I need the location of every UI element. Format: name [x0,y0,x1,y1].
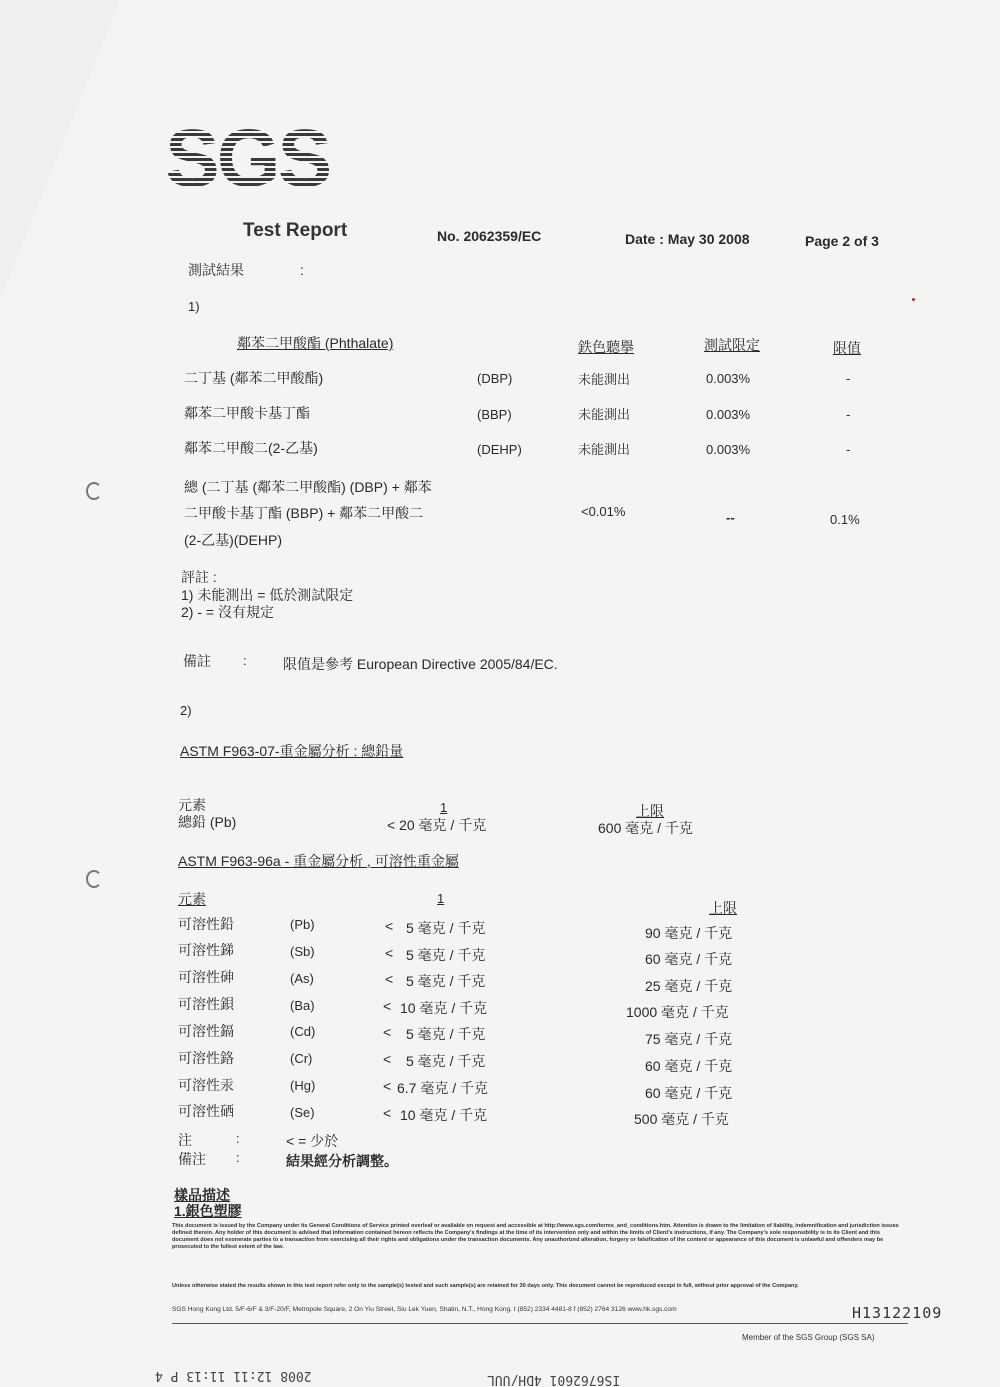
soluble-row-lt: < [383,998,392,1014]
sum-rl: -- [726,510,735,525]
soluble-row-limit: 1000 毫克 / 千克 [626,1004,729,1020]
soluble-row-lt: < [383,1051,392,1067]
section1-number: 1) [188,299,200,314]
footer-rule [172,1323,908,1324]
soluble-row-value: 10 毫克 / 千克 [400,1000,488,1016]
soluble-row-value: 5 毫克 / 千克 [406,920,486,936]
note-label: 注 [178,1132,192,1148]
soluble-row-symbol: (Cr) [290,1051,313,1066]
soluble-row-limit: 60 毫克 / 千克 [645,1058,733,1074]
soluble-row-name: 可溶性汞 [178,1077,234,1093]
soluble-row-value: 5 毫克 / 千克 [406,1053,486,1069]
soluble-row-symbol: (Hg) [290,1078,316,1093]
red-mark [912,298,915,301]
phthalate-row-limit: - [846,371,851,386]
report-date: Date : May 30 2008 [625,231,750,247]
sgs-logo: SGS [165,113,330,204]
remark-label: 備註 [183,653,211,669]
phthalate-row-rl: 0.003% [706,442,751,457]
note-text: < = 少於 [286,1133,339,1149]
soluble-row-symbol: (Cd) [290,1024,316,1039]
soluble-col-limit: 上限 [709,900,737,916]
soluble-row-lt: < [383,1105,392,1121]
soluble-row-limit: 90 毫克 / 千克 [645,925,733,941]
phthalate-row-name: 二丁基 (鄰苯二甲酸酯) [184,370,324,386]
soluble-row-lt: < [383,1024,392,1040]
phthalate-row-result: 未能測出 [578,407,631,422]
remark2-text: 結果經分析調整。 [286,1153,398,1169]
remark-colon: : [243,653,247,668]
phthalate-row-result: 未能測出 [578,442,631,457]
soluble-row-limit: 75 毫克 / 千克 [645,1031,733,1047]
soluble-title: ASTM F963-96a - 重金屬分析 , 可溶性重金屬 [178,853,459,869]
phthalate-row-code: (DEHP) [477,442,522,457]
member-line: Member of the SGS Group (SGS SA) [742,1333,875,1342]
soluble-row-symbol: (Se) [290,1105,315,1120]
soluble-row-lt: < [383,1078,392,1094]
soluble-row-name: 可溶性硒 [178,1103,234,1119]
note-colon: : [236,1131,240,1146]
punch-hole-mark [86,870,102,888]
results-colon: : [300,262,304,278]
results-label: 測試結果 [188,262,244,278]
soluble-row-lt: < [385,918,394,934]
retention-paragraph: Unless otherwise stated the results shown in this test report refer only to the sample(s) tested and such sample(s) are retained for 30 days only. This document cannot be reproduced except in full, without prior approval of the Company. [172,1283,799,1289]
sum-limit: 0.1% [830,512,860,527]
phthalate-row-rl: 0.003% [706,407,751,422]
notes-label: 評註 : [181,569,217,585]
report-number: No. 2062359/EC [437,228,542,244]
remark-text: 限值是參考 European Directive 2005/84/EC. [283,656,558,672]
lead-col-element: 元素 [178,797,206,813]
phthalate-table-title: 鄰苯二甲酸酯 (Phthalate) [237,335,394,351]
sample-label: 樣品描述 [174,1187,230,1203]
soluble-row-symbol: (Pb) [290,917,315,932]
phthalate-row-limit: - [846,407,851,422]
phthalate-row-result: 未能測出 [578,372,631,387]
report-title: Test Report [243,220,348,241]
soluble-row-symbol: (As) [290,971,314,986]
soluble-row-value: 5 毫克 / 千克 [406,947,486,963]
soluble-row-symbol: (Sb) [290,944,315,959]
punch-hole-mark [86,482,102,500]
soluble-row-lt: < [385,971,394,987]
soluble-col-element: 元素 [178,891,206,907]
sum-line-2: 二甲酸卡基丁酯 (BBP) + 鄰苯二甲酸二 [184,505,424,521]
soluble-row-name: 可溶性砷 [178,969,234,985]
phthalate-row-name: 鄰苯二甲酸卡基丁酯 [184,405,310,421]
phthalate-row-name: 鄰苯二甲酸二(2-乙基) [184,440,318,456]
soluble-row-symbol: (Ba) [290,998,315,1013]
soluble-row-name: 可溶性鋇 [178,996,234,1012]
lead-row-limit: 600 毫克 / 千克 [598,820,693,836]
soluble-row-name: 可溶性銻 [178,942,234,958]
soluble-row-limit: 60 毫克 / 千克 [645,951,733,967]
lead-col-1: 1 [440,800,448,815]
phthalate-row-limit: - [846,442,851,457]
fax-stamp-right: IS6762601 4DH/UUL [487,1372,621,1387]
soluble-row-value: 5 毫克 / 千克 [406,1026,486,1042]
soluble-row-limit: 25 毫克 / 千克 [645,978,733,994]
lead-row-value: < 20 毫克 / 千克 [387,817,487,833]
phthalate-row-rl: 0.003% [706,371,751,386]
terms-paragraph: This document is issued by the Company under its General Conditions of Service printed overleaf or available on request and accessible at http://www.sgs.com/terms_and_conditions.htm. Attention is drawn to the limitation of liability, indemnification and jurisdiction issues defined therein. Any holder of this document is advised that information contained hereon reflects the Company's findings at the time of its intervention only and within the limits of Client's instructions, if any. The Company's sole responsibility is to its Client and this document does not exonerate parties to a transaction from exercising all their rights and obligations under the transaction documents. Any unauthorized alteration, forgery or falsification of the content or appearance of this document is unlawful and offenders may be prosecuted to the fullest extent of the law. [172,1223,899,1250]
fax-stamp-left: 2008 12:11 11:13 P 4 [155,1368,312,1383]
soluble-row-lt: < [385,945,394,961]
phthalate-row-code: (DBP) [477,371,513,386]
page-number: Page 2 of 3 [805,233,879,249]
sum-result: <0.01% [581,504,626,519]
note-2: 2) - = 沒有規定 [181,604,274,620]
col-result: 鉄色聽擧 [578,339,634,355]
phthalate-row-code: (BBP) [477,407,512,422]
lead-title: ASTM F963-07-重金屬分析 : 總鉛量 [180,743,404,759]
section2-number: 2) [180,703,192,718]
sample-item: 1.銀色塑膠 [174,1203,242,1219]
col-limit: 限值 [833,340,861,356]
soluble-row-name: 可溶性鉻 [178,1050,234,1066]
remark2-colon: : [236,1150,240,1165]
footer-address: SGS Hong Kong Ltd. 5/F-6/F & 3/F-20/F, Metropole Square, 2 On Yiu Street, Siu Lek Yuen, Shatin, N.T., Hong Kong. t (852) 2334 4481-8 f (852) 2764 3126 www.hk.sgs.com [172,1306,677,1313]
folded-corner [0,0,120,300]
soluble-row-value: 6.7 毫克 / 千克 [397,1080,489,1096]
lead-row-name: 總鉛 (Pb) [178,814,237,830]
soluble-col-1: 1 [437,891,445,906]
sum-line-1: 總 (二丁基 (鄰苯二甲酸酯) (DBP) + 鄰苯 [184,479,432,495]
note-1: 1) 未能測出 = 低於測試限定 [181,587,354,603]
soluble-row-value: 10 毫克 / 千克 [400,1107,488,1123]
remark2-label: 備注 [178,1151,206,1167]
soluble-row-name: 可溶性鎘 [178,1023,234,1039]
soluble-row-name: 可溶性鉛 [178,916,234,932]
soluble-row-limit: 500 毫克 / 千克 [634,1111,729,1127]
soluble-row-value: 5 毫克 / 千克 [406,973,486,989]
lead-col-limit: 上限 [636,803,664,819]
col-reporting-limit: 測試限定 [704,337,760,353]
sum-line-3: (2-乙基)(DEHP) [184,532,282,548]
serial-number: H13122109 [852,1304,943,1322]
soluble-row-limit: 60 毫克 / 千克 [645,1085,733,1101]
